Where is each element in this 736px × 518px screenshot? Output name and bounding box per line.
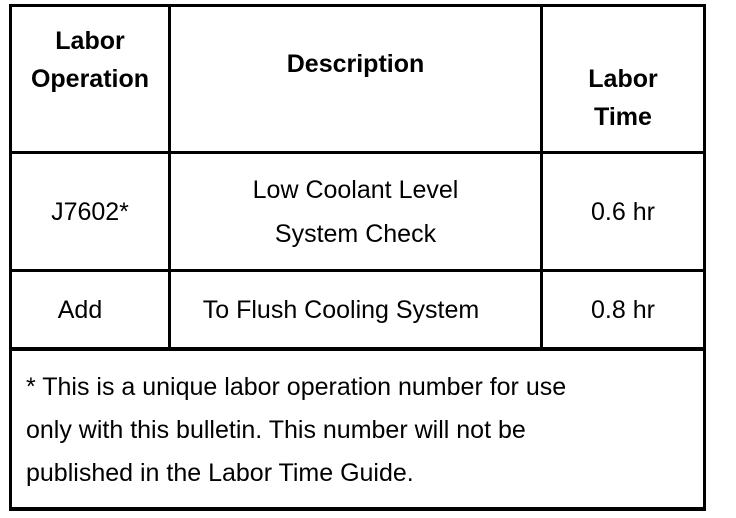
row2-time-text: 0.8 hr (591, 295, 655, 324)
row1-operation (12, 154, 168, 269)
row2-description-line1: To Flush Cooling System (202, 295, 480, 324)
row1-operation-text: J7602* (51, 197, 129, 226)
labor-operation-table (9, 4, 706, 511)
table-border-right (703, 4, 706, 511)
header-labor-operation-line2: Operation (30, 65, 150, 93)
footnote-line1: * This is a unique labor operation number for use (26, 373, 567, 401)
header-labor-operation-line1: Labor (55, 27, 125, 55)
footnote-line3: published in the Labor Time Guide. (26, 459, 414, 487)
row2-time (543, 272, 703, 347)
table-border-bottom (9, 507, 706, 511)
header-labor-time-line1: Labor (588, 65, 658, 93)
header-labor-time (543, 60, 703, 136)
row2-description (171, 272, 511, 347)
header-labor-operation (12, 22, 168, 98)
row1-time (543, 154, 703, 269)
table-border-top (9, 4, 706, 7)
row1-description-line1: Low Coolant Level (252, 175, 459, 204)
row1-description (171, 154, 540, 269)
row2-operation-text: Add (57, 295, 103, 324)
footnote-line2: only with this bulletin. This number will not be (26, 416, 526, 444)
row2-operation (12, 272, 148, 347)
header-description (171, 44, 540, 84)
row1-description-line2: System Check (274, 219, 437, 248)
row-divider-2 (9, 347, 706, 351)
footnote (26, 366, 696, 495)
row1-time-text: 0.6 hr (591, 197, 655, 226)
header-description-label: Description (286, 50, 425, 78)
header-labor-time-line2: Time (594, 103, 652, 131)
